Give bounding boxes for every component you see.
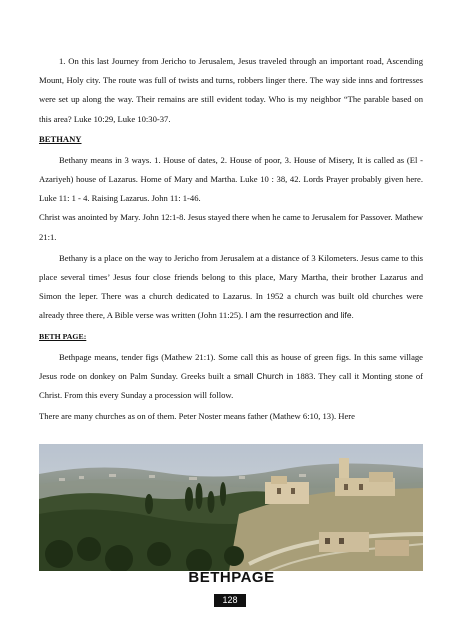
bethany-heading: BETHANY [39,133,82,144]
text-body [39,52,423,428]
small-church-phrase: small Church [233,370,284,381]
bethpage-paragraph-2: There are many churches as on of them. Peter Noster means father (Mathew 6:10, 13). Here [39,411,355,422]
bethany-paragraph-1 [39,151,423,247]
bethpage-paragraph-1-text: Bethpage means, tender figs (Mathew 21:1). Some call this as house of green figs. In this same village Jesus rode on donkey on Palm Sunday. Greeks built a [39,351,423,381]
bethpage-photo [39,444,423,571]
bethany-paragraph-1-part-1: Bethany means in 3 ways. 1. House of dates, 2. House of poor, 3. House of Misery, It is called as (El - Azariyeh) house of Lazarus. Home of Mary and Martha. Luke 10 : 38, 42. Lords Prayer probably given here. Luke 11: 1 - 4. Raising Lazarus. John 11: 1-46. [39,154,423,204]
bethpage-paragraph-1 [39,348,423,406]
bethany-paragraph-2 [39,249,423,326]
page-number: 128 [214,594,246,607]
intro-paragraph: 1. On this last Journey from Jericho to Jerusalem, Jesus traveled through an important road, Ascending Mount, Holy city. The route was full of twists and turns, robbers linger there. The way side inns and fortresses were set up along the way. Their remains are still evident today. Who is my neighbor “The parable based on this area? Luke 10:29, Luke 10:30-37. [39,56,423,124]
landscape-image [39,444,423,571]
bethany-paragraph-2-text: Bethany is a place on the way to Jericho from Jerusalem at a distance of 3 Kilometers. Jesus came to this place several times’ Jesus four close friends belong to this place, Mary Martha, their brother Lazarus and Simon the leper. There was a church dedicated to Lazarus. In 1952 a church was built old churches were already three there, A Bible verse was written (John 11:25). [39,252,423,321]
photo-caption: BETHPAGE [188,569,275,586]
bethpage-paragraph-1-rest: in 1883. They call it Monting stone of Christ. From this every Sunday a procession will follow. [39,370,423,401]
bethany-paragraph-1-part-2: Christ was anointed by Mary. John 12:1-8. Jesus stayed there when he came to Jerusalem for Passover. Mathew 21:1. [39,212,423,242]
bethpage-heading: BETH PAGE: [39,331,87,341]
resurrection-quote: I am the resurrection and life. [245,310,354,321]
